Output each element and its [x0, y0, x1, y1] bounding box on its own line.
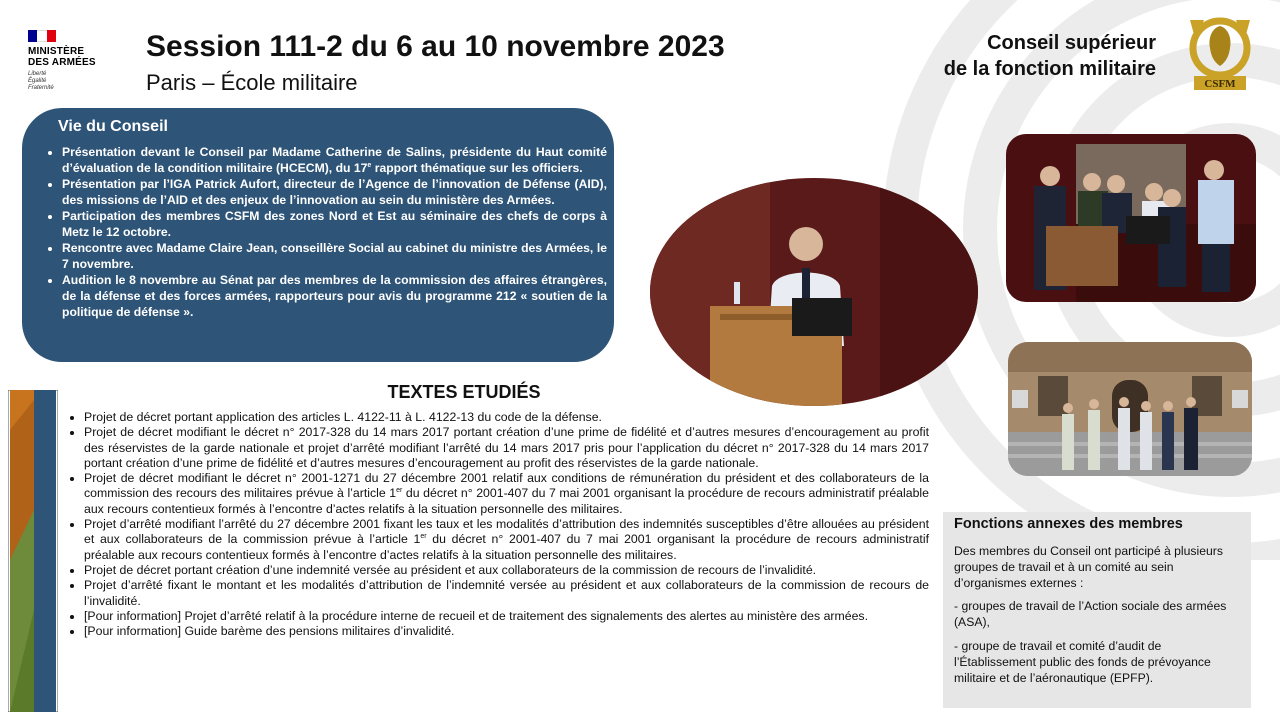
ministry-motto: Liberté Égalité Fraternité [28, 71, 54, 91]
fonctions-annexes-paragraph: - groupes de travail de l’Action sociale des armées (ASA), [954, 599, 1227, 630]
council-name [944, 30, 1156, 82]
ministry-logo [28, 30, 118, 92]
textes-etudies-item: • Projet de décret modifiant le décret n° 2017-328 du 14 mars 2017 portant création d’une prime de fidélité et d’autres mesures d’encouragement au profit des réservistes de la garde nationale et projet d’arrêté modifiant l’arrêté du 14 mars 2017 pris pour l’application du décret n° 2017-328 du 14 mars 2017 portant création d’une prime de fidélité et d’autres mesures d’encouragement au profit des réservistes de la garde nationale. [84, 425, 929, 471]
textes-etudies-item: • [Pour information] Guide barème des pensions militaires d’invalidité. [84, 624, 929, 639]
group-around-podium-photo [1006, 134, 1256, 302]
vie-du-conseil-item: • Audition le 8 novembre au Sénat par des membres de la commission des affaires étrangères, de la défense et des forces armées, rapporteurs pour avis du programme 212 « soutien de la politique de défense ». [62, 272, 607, 320]
vie-du-conseil-item: • Participation des membres CSFM des zones Nord et Est au séminaire des chefs de corps à Metz le 12 octobre. [62, 208, 607, 240]
decorative-side-strip [8, 390, 58, 712]
csfm-emblem-icon [1176, 12, 1264, 94]
textes-etudies-item: • Projet de décret portant création d’une indemnité versée au président et aux collaborateurs de la commission de recours de l’invalidité. [84, 563, 929, 578]
council-name-line2: de la fonction militaire [943, 58, 1156, 80]
fonctions-annexes-body [954, 544, 1244, 694]
fonctions-annexes-paragraph: Des membres du Conseil ont participé à plusieurs groupes de travail et à un comité au sein d’organismes externes : [954, 544, 1223, 590]
fonctions-annexes-heading: Fonctions annexes des membres [954, 516, 1183, 532]
textes-etudies-heading: TEXTES ETUDIÉS [387, 382, 541, 402]
group-outside-building-photo [1008, 342, 1252, 476]
fonctions-annexes-panel [943, 512, 1251, 708]
french-flag-icon [28, 30, 56, 42]
textes-etudies-item: • Projet de décret modifiant le décret n° 2001-1271 du 27 décembre 2001 relatif aux conditions de rémunération du président et des collaborateurs de la commission des recours des militaires prévue à l’article 1er du décret n° 2001-407 du 7 mai 2001 organisant la procédure de recours administratif préalable aux recours contentieux formés à l’encontre d’actes relatifs à la situation personnelle des militaires. [84, 471, 929, 517]
page-subtitle: Paris – École militaire [146, 70, 358, 95]
speaker-at-podium-photo [650, 178, 978, 406]
textes-etudies-item: • Projet d’arrêté fixant le montant et les modalités d’attribution de l’indemnité versée au président et aux collaborateurs de la commission de recours de l’invalidité. [84, 578, 929, 609]
page-title: Session 111-2 du 6 au 10 novembre 2023 [146, 30, 725, 63]
fonctions-annexes-paragraph: - groupe de travail et comité d’audit de l’Établissement public des fonds de prévoyance militaire et de l’aéronautique (EPFP). [954, 638, 1211, 685]
vie-du-conseil-item: • Rencontre avec Madame Claire Jean, conseillère Social au cabinet du ministre des Armées, le 7 novembre. [62, 240, 607, 272]
vie-du-conseil-list [46, 144, 607, 320]
emblem-label: CSFM [1204, 78, 1236, 90]
textes-etudies-list [68, 410, 929, 639]
vie-du-conseil-heading: Vie du Conseil [58, 118, 168, 135]
textes-etudies-item: • [Pour information] Projet d’arrêté relatif à la procédure interne de recueil et de traitement des signalements des alertes au ministère des armées. [84, 609, 929, 624]
council-name-line1: Conseil supérieur [987, 32, 1156, 54]
ministry-name: MINISTÈRE DES ARMÉES [28, 46, 96, 68]
vie-du-conseil-item: • Présentation devant le Conseil par Madame Catherine de Salins, présidente du Haut comité d’évaluation de la condition militaire (HCECM), du 17e rapport thématique sur les officiers. [62, 144, 607, 176]
vie-du-conseil-panel [22, 108, 614, 362]
vie-du-conseil-item: • Présentation par l’IGA Patrick Aufort, directeur de l’Agence de l’innovation de Défense (AID), des missions de l’AID et des enjeux de l’innovation au sein du ministère des Armées. [62, 176, 607, 208]
textes-etudies-item: • Projet de décret portant application des articles L. 4122-11 à L. 4122-13 du code de la défense. [84, 410, 929, 425]
textes-etudies-item: • Projet d’arrêté modifiant l’arrêté du 27 décembre 2001 fixant les taux et les modalités d’attribution des indemnités susceptibles d’être allouées au président et aux collaborateurs de la commission prévue à l’article 1er du décret n° 2001-407 du 7 mai 2001 organisant la procédure de recours administratif préalable aux recours contentieux formés à l’encontre d’actes relatifs à la situation personnelle des militaires. [84, 517, 929, 563]
